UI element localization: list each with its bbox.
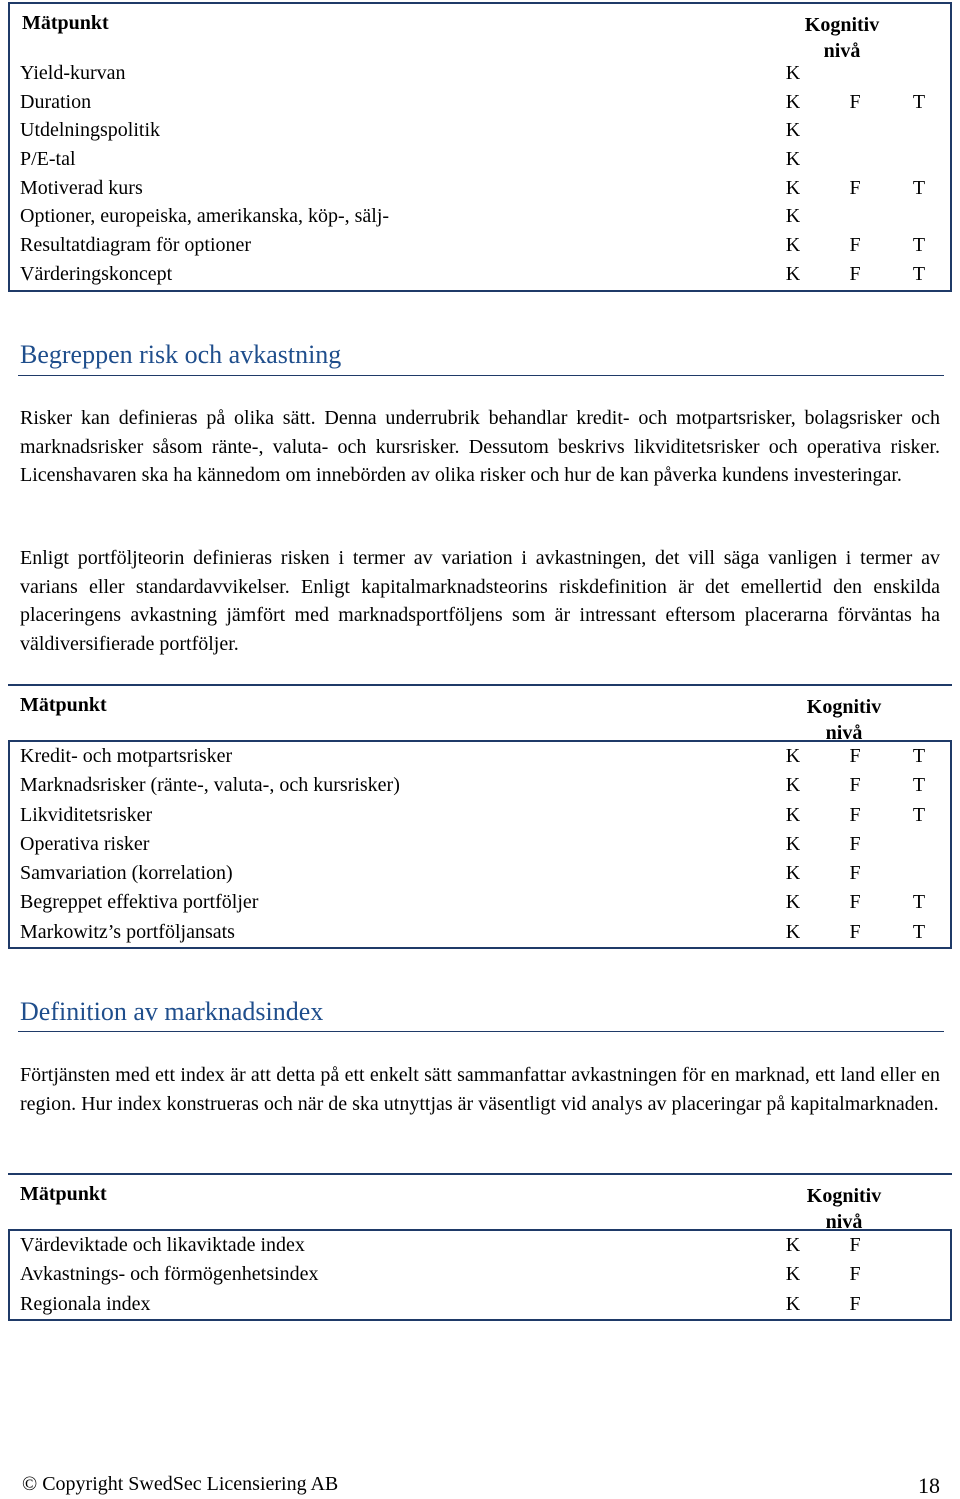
level-k: K (785, 62, 801, 84)
level-k: K (785, 176, 801, 199)
table-row (10, 146, 950, 175)
table-3 (8, 1173, 952, 1321)
section-heading-index: Definition av marknadsindex (20, 997, 324, 1026)
level-f: F (849, 920, 861, 943)
table-row (10, 771, 950, 800)
table-row (10, 232, 950, 261)
row-label: Begreppet effektiva portföljer (20, 891, 259, 914)
row-label: Likviditetsrisker (20, 803, 153, 826)
table-row (10, 203, 950, 232)
level-t: T (912, 90, 926, 113)
table-2-header (8, 686, 952, 744)
table-1 (8, 2, 952, 292)
table-1-header (10, 4, 950, 60)
table-row (10, 859, 950, 888)
row-label: Avkastnings- och förmögenhetsindex (20, 1263, 319, 1286)
page-number: 18 (918, 1473, 940, 1498)
table-2 (8, 684, 952, 949)
row-label: Optioner, europeiska, amerikanska, köp-, sälj- (20, 205, 390, 228)
table-row (10, 742, 950, 771)
row-label: Motiverad kurs (20, 176, 143, 199)
level-f: F (849, 1263, 861, 1286)
level-k: K (785, 148, 801, 171)
level-k: K (785, 745, 801, 767)
level-k: K (785, 205, 801, 228)
level-t: T (912, 234, 926, 257)
table-row (10, 830, 950, 859)
level-k: K (785, 1292, 801, 1315)
level-t: T (912, 176, 926, 199)
level-k: K (785, 90, 801, 113)
level-f: F (849, 832, 861, 855)
level-k: K (785, 920, 801, 943)
table-row (10, 1260, 950, 1289)
table-row (10, 918, 950, 947)
table-row (10, 801, 950, 830)
level-k: K (785, 862, 801, 885)
level-t: T (912, 774, 926, 797)
table-row (10, 1231, 950, 1260)
row-label: Regionala index (20, 1292, 151, 1315)
table-row (10, 89, 950, 118)
table-row (10, 60, 950, 89)
level-f: F (849, 234, 861, 257)
level-t: T (912, 745, 926, 767)
level-k: K (785, 119, 801, 142)
level-t: T (912, 891, 926, 914)
table-2-header-left: Mätpunkt (20, 694, 107, 716)
row-label: Duration (20, 90, 92, 113)
level-k: K (785, 832, 801, 855)
paragraph-index-1: Förtjänsten med ett index är att detta på ett enkelt sätt sammanfattar avkastningen för en marknad, ett land eller en region. Hur index konstrueras och när de ska utnyttjas är väsentligt vid analys av placeringar på kapitalmarknaden. (20, 1064, 940, 1115)
section-heading-risk: Begreppen risk och avkastning (20, 340, 342, 369)
table-row (10, 117, 950, 146)
table-3-header-left: Mätpunkt (20, 1183, 107, 1205)
level-f: F (849, 774, 861, 797)
table-1-header-right: Kognitiv nivå (804, 14, 880, 62)
row-label: Operativa risker (20, 832, 150, 855)
level-t: T (912, 803, 926, 826)
table-1-frame (8, 2, 952, 292)
footer-copyright: © Copyright SwedSec Licensiering AB (22, 1473, 339, 1495)
row-label: Utdelningspolitik (20, 119, 160, 142)
table-row (10, 261, 950, 290)
level-f: F (849, 1234, 861, 1256)
level-f: F (849, 90, 861, 113)
level-f: F (849, 745, 861, 767)
row-label: Markowitz’s portföljansats (20, 920, 235, 943)
row-label: Kredit- och motpartsrisker (20, 745, 233, 767)
level-k: K (785, 234, 801, 257)
level-f: F (849, 1292, 861, 1315)
paragraph-risk-1: Risker kan definieras på olika sätt. Denna underrubrik behandlar kredit- och motpartsrisker, bolagsrisker och marknadsrisker såsom ränte-, valuta- och kursrisker. Dessutom beskrivs likviditetsrisker och operativa risker. Licenshavaren ska ha kännedom om innebörden av olika risker och hur de kan påverka kundens investeringar. (20, 407, 940, 486)
row-label: Yield-kurvan (20, 62, 126, 84)
table-3-body (8, 1229, 952, 1321)
row-label: Värdeviktade och likaviktade index (20, 1234, 305, 1256)
paragraph-risk-2: Enligt portföljteorin definieras risken i termer av variation i avkastningen, det vill säga vanligen i termer av varians eller standardavvikelser. Enligt kapitalmarknadsteorins riskdefinition är det emellertid den enskilda placeringens avkastning jämfört med marknadsportföljens som är intressant eftersom placerarna förväntas ha väldiversifierade portföljer. (20, 547, 940, 655)
level-f: F (849, 262, 861, 285)
table-3-header-right: Kognitiv nivå (806, 1185, 882, 1233)
row-label: Värderingskoncept (20, 262, 173, 285)
level-k: K (785, 803, 801, 826)
table-row (10, 1290, 950, 1319)
table-1-header-left: Mätpunkt (22, 12, 109, 34)
row-label: Samvariation (korrelation) (20, 862, 233, 885)
level-k: K (785, 891, 801, 914)
level-k: K (785, 262, 801, 285)
row-label: Resultatdiagram för optioner (20, 234, 252, 257)
table-2-body (8, 740, 952, 949)
level-f: F (849, 176, 861, 199)
heading-rule (18, 375, 944, 376)
level-f: F (849, 891, 861, 914)
level-k: K (785, 774, 801, 797)
level-t: T (912, 262, 926, 285)
level-f: F (849, 862, 861, 885)
row-label: P/E-tal (20, 148, 76, 171)
row-label: Marknadsrisker (ränte-, valuta-, och kursrisker) (20, 774, 400, 797)
level-k: K (785, 1263, 801, 1286)
table-1-body (10, 60, 950, 290)
level-t: T (912, 920, 926, 943)
table-2-header-right: Kognitiv nivå (806, 696, 882, 744)
level-k: K (785, 1234, 801, 1256)
table-row (10, 888, 950, 917)
table-3-header (8, 1175, 952, 1233)
heading-rule (18, 1031, 944, 1032)
level-f: F (849, 803, 861, 826)
table-row (10, 175, 950, 204)
